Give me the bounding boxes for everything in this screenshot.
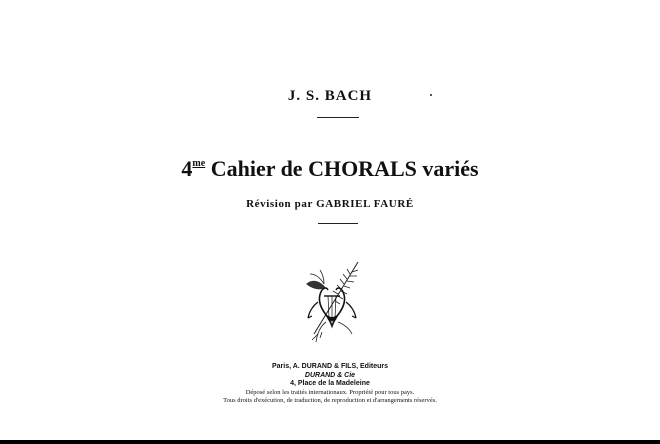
title-ordinal: me: [192, 157, 206, 169]
bottom-edge-band: [0, 440, 660, 444]
divider-rule-bottom: [318, 223, 358, 224]
revision-credit: Révision par GABRIEL FAURÉ: [246, 198, 414, 210]
speck-mark: [430, 94, 432, 96]
publisher-line-1: Paris, A. DURAND & FILS, Editeurs: [271, 363, 389, 370]
publisher-block: [0, 363, 660, 406]
lyre-with-palm-branches-icon: [300, 256, 364, 346]
publisher-address: 4, Place de la Madeleine: [290, 380, 370, 387]
publisher-line-2: DURAND & Cie: [304, 371, 356, 379]
title-text: Cahier de CHORALS variés: [210, 156, 479, 181]
title-number: 4: [181, 156, 193, 181]
composer-name: J. S. BACH: [287, 88, 373, 104]
work-title: [0, 156, 660, 182]
rights-notice-1: Déposé selon les traités internationaux. Propriété pour tous pays.: [245, 388, 415, 396]
rights-notice-2: Tous droits d'exécution, de traduction, de reproduction et d'arrangements réservés.: [223, 397, 437, 404]
divider-rule-top: [317, 117, 359, 118]
